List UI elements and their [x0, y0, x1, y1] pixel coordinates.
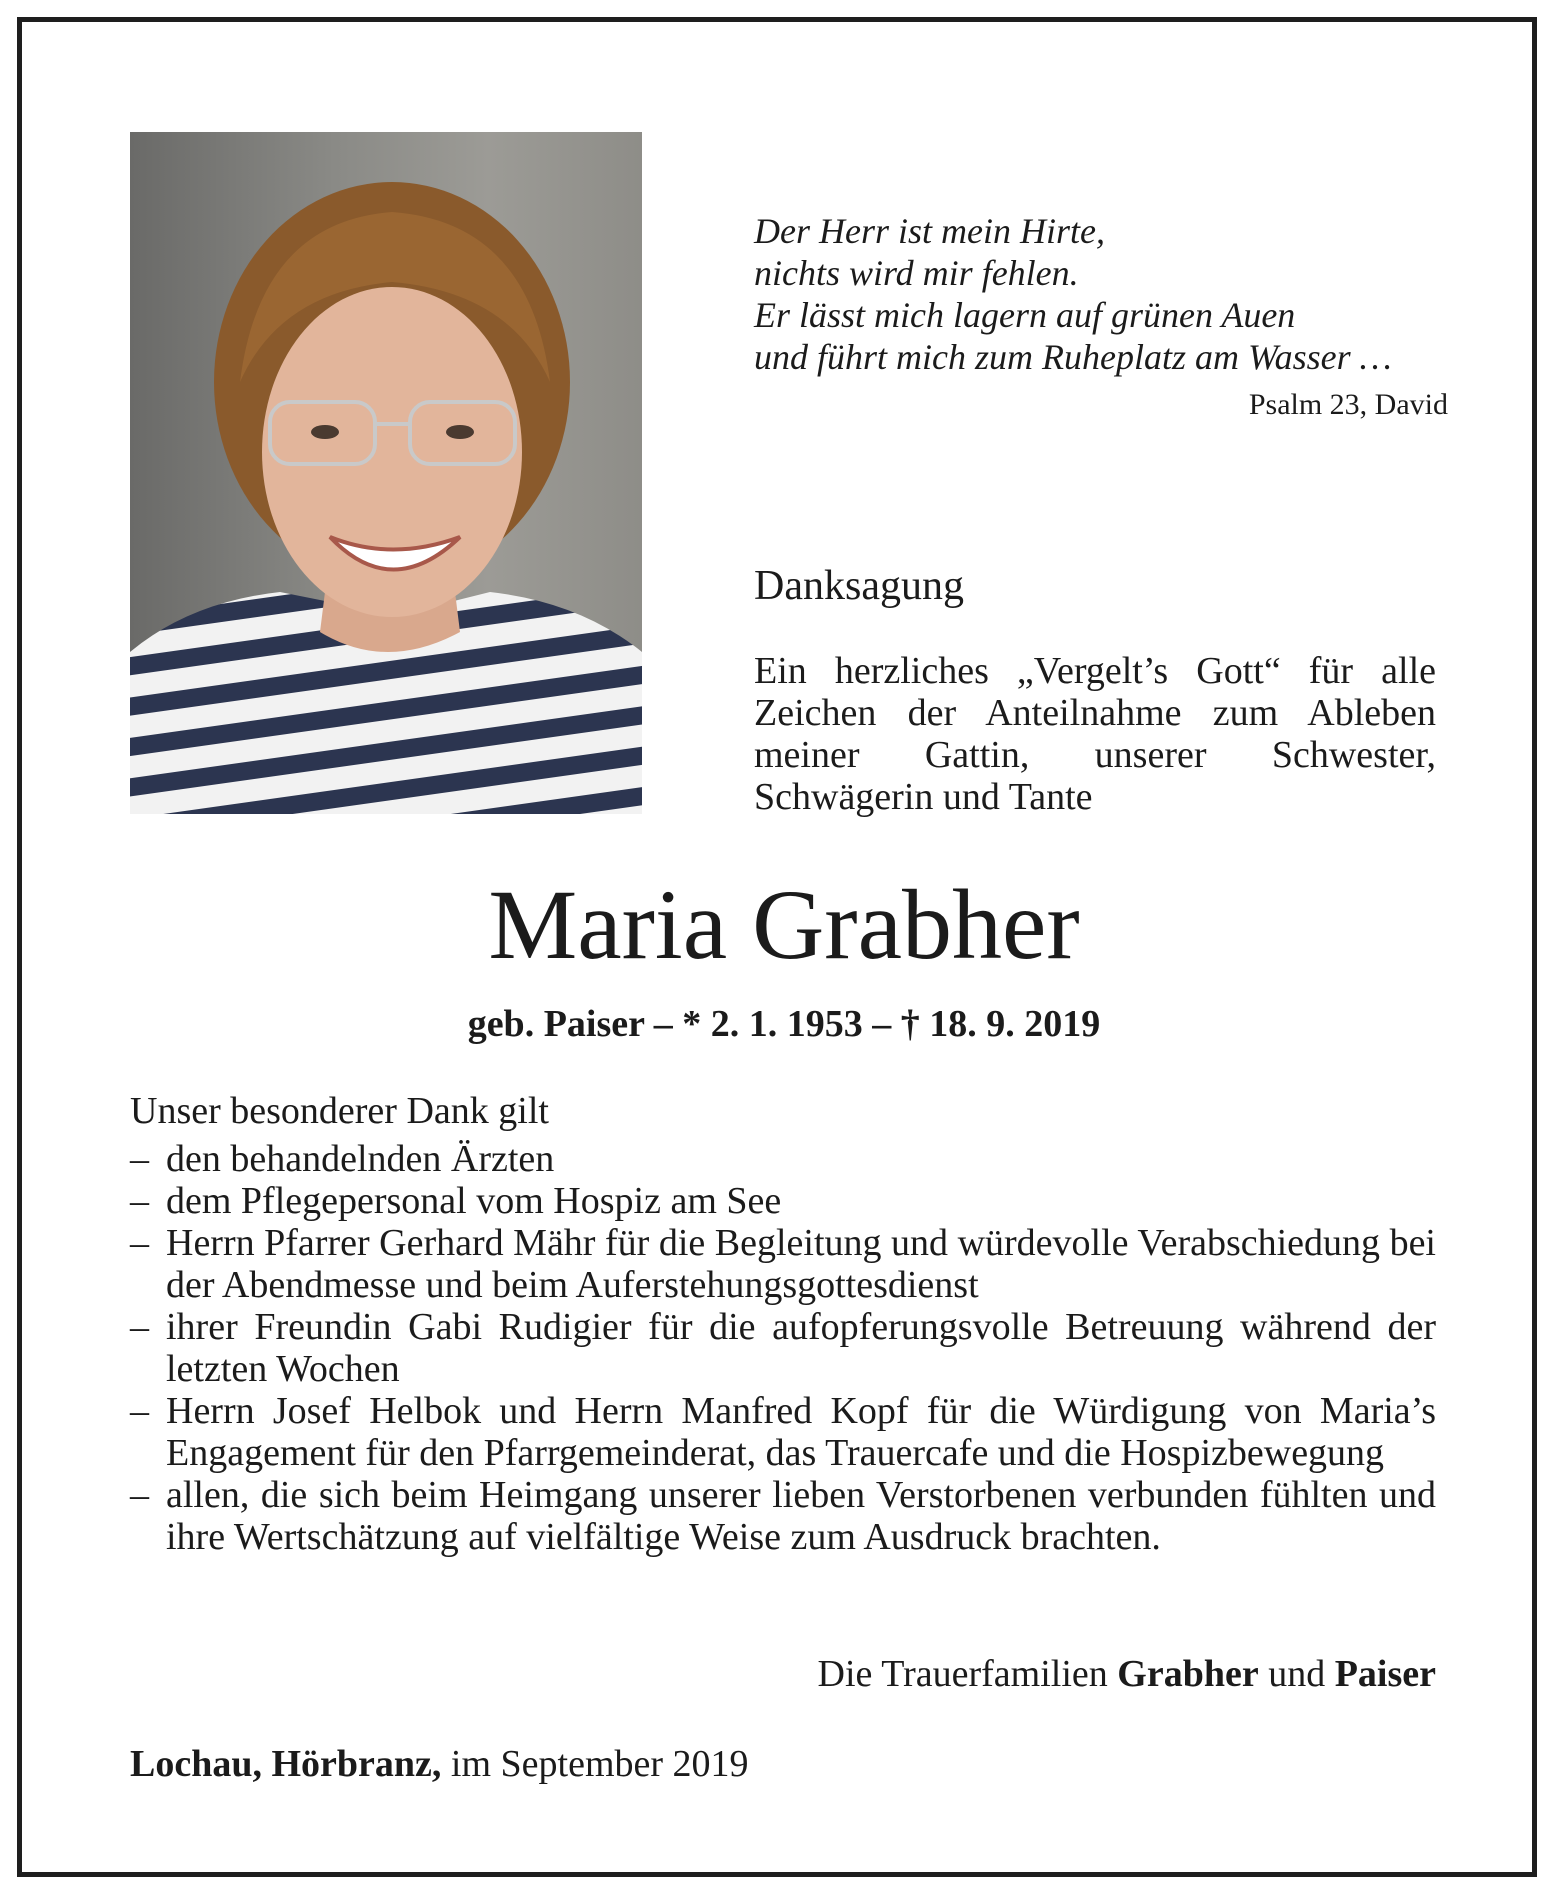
- place-names: Lochau, Hörbranz,: [130, 1743, 442, 1785]
- quote-line: Der Herr ist mein Hirte,: [754, 211, 1105, 251]
- list-dash: –: [130, 1180, 149, 1222]
- list-dash: –: [130, 1306, 149, 1348]
- deceased-details: geb. Paiser – * 2. 1. 1953 – † 18. 9. 2019: [467, 1003, 1101, 1045]
- list-item: [130, 1390, 1436, 1474]
- thanks-list: [130, 1138, 1436, 1558]
- quote-line: und führt mich zum Ruheplatz am Wasser …: [754, 337, 1392, 377]
- date-text: im September 2019: [450, 1743, 749, 1785]
- list-item-text: den behandelnden Ärzten: [166, 1138, 555, 1180]
- list-item: [130, 1222, 1436, 1306]
- signature-conjunction: und: [1268, 1653, 1326, 1695]
- quote-line: nichts wird mir fehlen.: [754, 253, 1079, 293]
- signature-line: [600, 1652, 1436, 1696]
- thanks-section: [130, 1090, 1436, 1558]
- list-item-text: Herrn Josef Helbok und Herrn Manfred Kopf für die Würdigung von Maria’s Engagement für den Pfarrgemeinderat, das Trauercafe und die Hospizbewegung: [166, 1390, 1436, 1474]
- list-item: [130, 1138, 1436, 1180]
- quote-source: Psalm 23, David: [1248, 388, 1448, 421]
- deceased-name: Maria Grabher: [488, 869, 1080, 980]
- family-name-grabher: Grabher: [1117, 1653, 1259, 1695]
- quote-line: Er lässt mich lagern auf grünen Auen: [754, 295, 1296, 335]
- psalm-quote: [754, 210, 1454, 378]
- list-item-text: dem Pflegepersonal vom Hospiz am See: [166, 1180, 782, 1222]
- portrait-illustration: [130, 132, 642, 814]
- list-item: [130, 1474, 1436, 1558]
- thanks-list-intro: Unser besonderer Dank gilt: [130, 1090, 549, 1132]
- list-dash: –: [130, 1138, 149, 1180]
- list-dash: –: [130, 1222, 149, 1264]
- list-item: [130, 1306, 1436, 1390]
- list-item: [130, 1180, 1436, 1222]
- thanks-intro-paragraph: Ein herzliches „Vergelt’s Gott“ für alle Zeichen der Anteilnahme zum Ableben meiner Gattin, unserer Schwester, Schwägerin und Tante: [754, 650, 1436, 818]
- family-name-paiser: Paiser: [1334, 1653, 1436, 1695]
- list-dash: –: [130, 1474, 149, 1516]
- list-dash: –: [130, 1390, 149, 1432]
- portrait-photo: [130, 132, 642, 814]
- signature-prefix: Die Trauerfamilien: [817, 1653, 1108, 1695]
- list-item-text: ihrer Freundin Gabi Rudigier für die aufopferungsvolle Betreuung während der letzten Wochen: [166, 1306, 1436, 1390]
- list-item-text: Herrn Pfarrer Gerhard Mähr für die Begleitung und würdevolle Verabschiedung bei der Abendmesse und beim Auferstehungsgottesdienst: [166, 1222, 1436, 1306]
- section-heading: Danksagung: [754, 563, 964, 609]
- list-item-text: allen, die sich beim Heimgang unserer lieben Verstorbenen verbunden fühlten und ihre Wertschätzung auf vielfältige Weise zum Ausdruck brachten.: [166, 1474, 1436, 1558]
- place-date-line: [130, 1742, 749, 1786]
